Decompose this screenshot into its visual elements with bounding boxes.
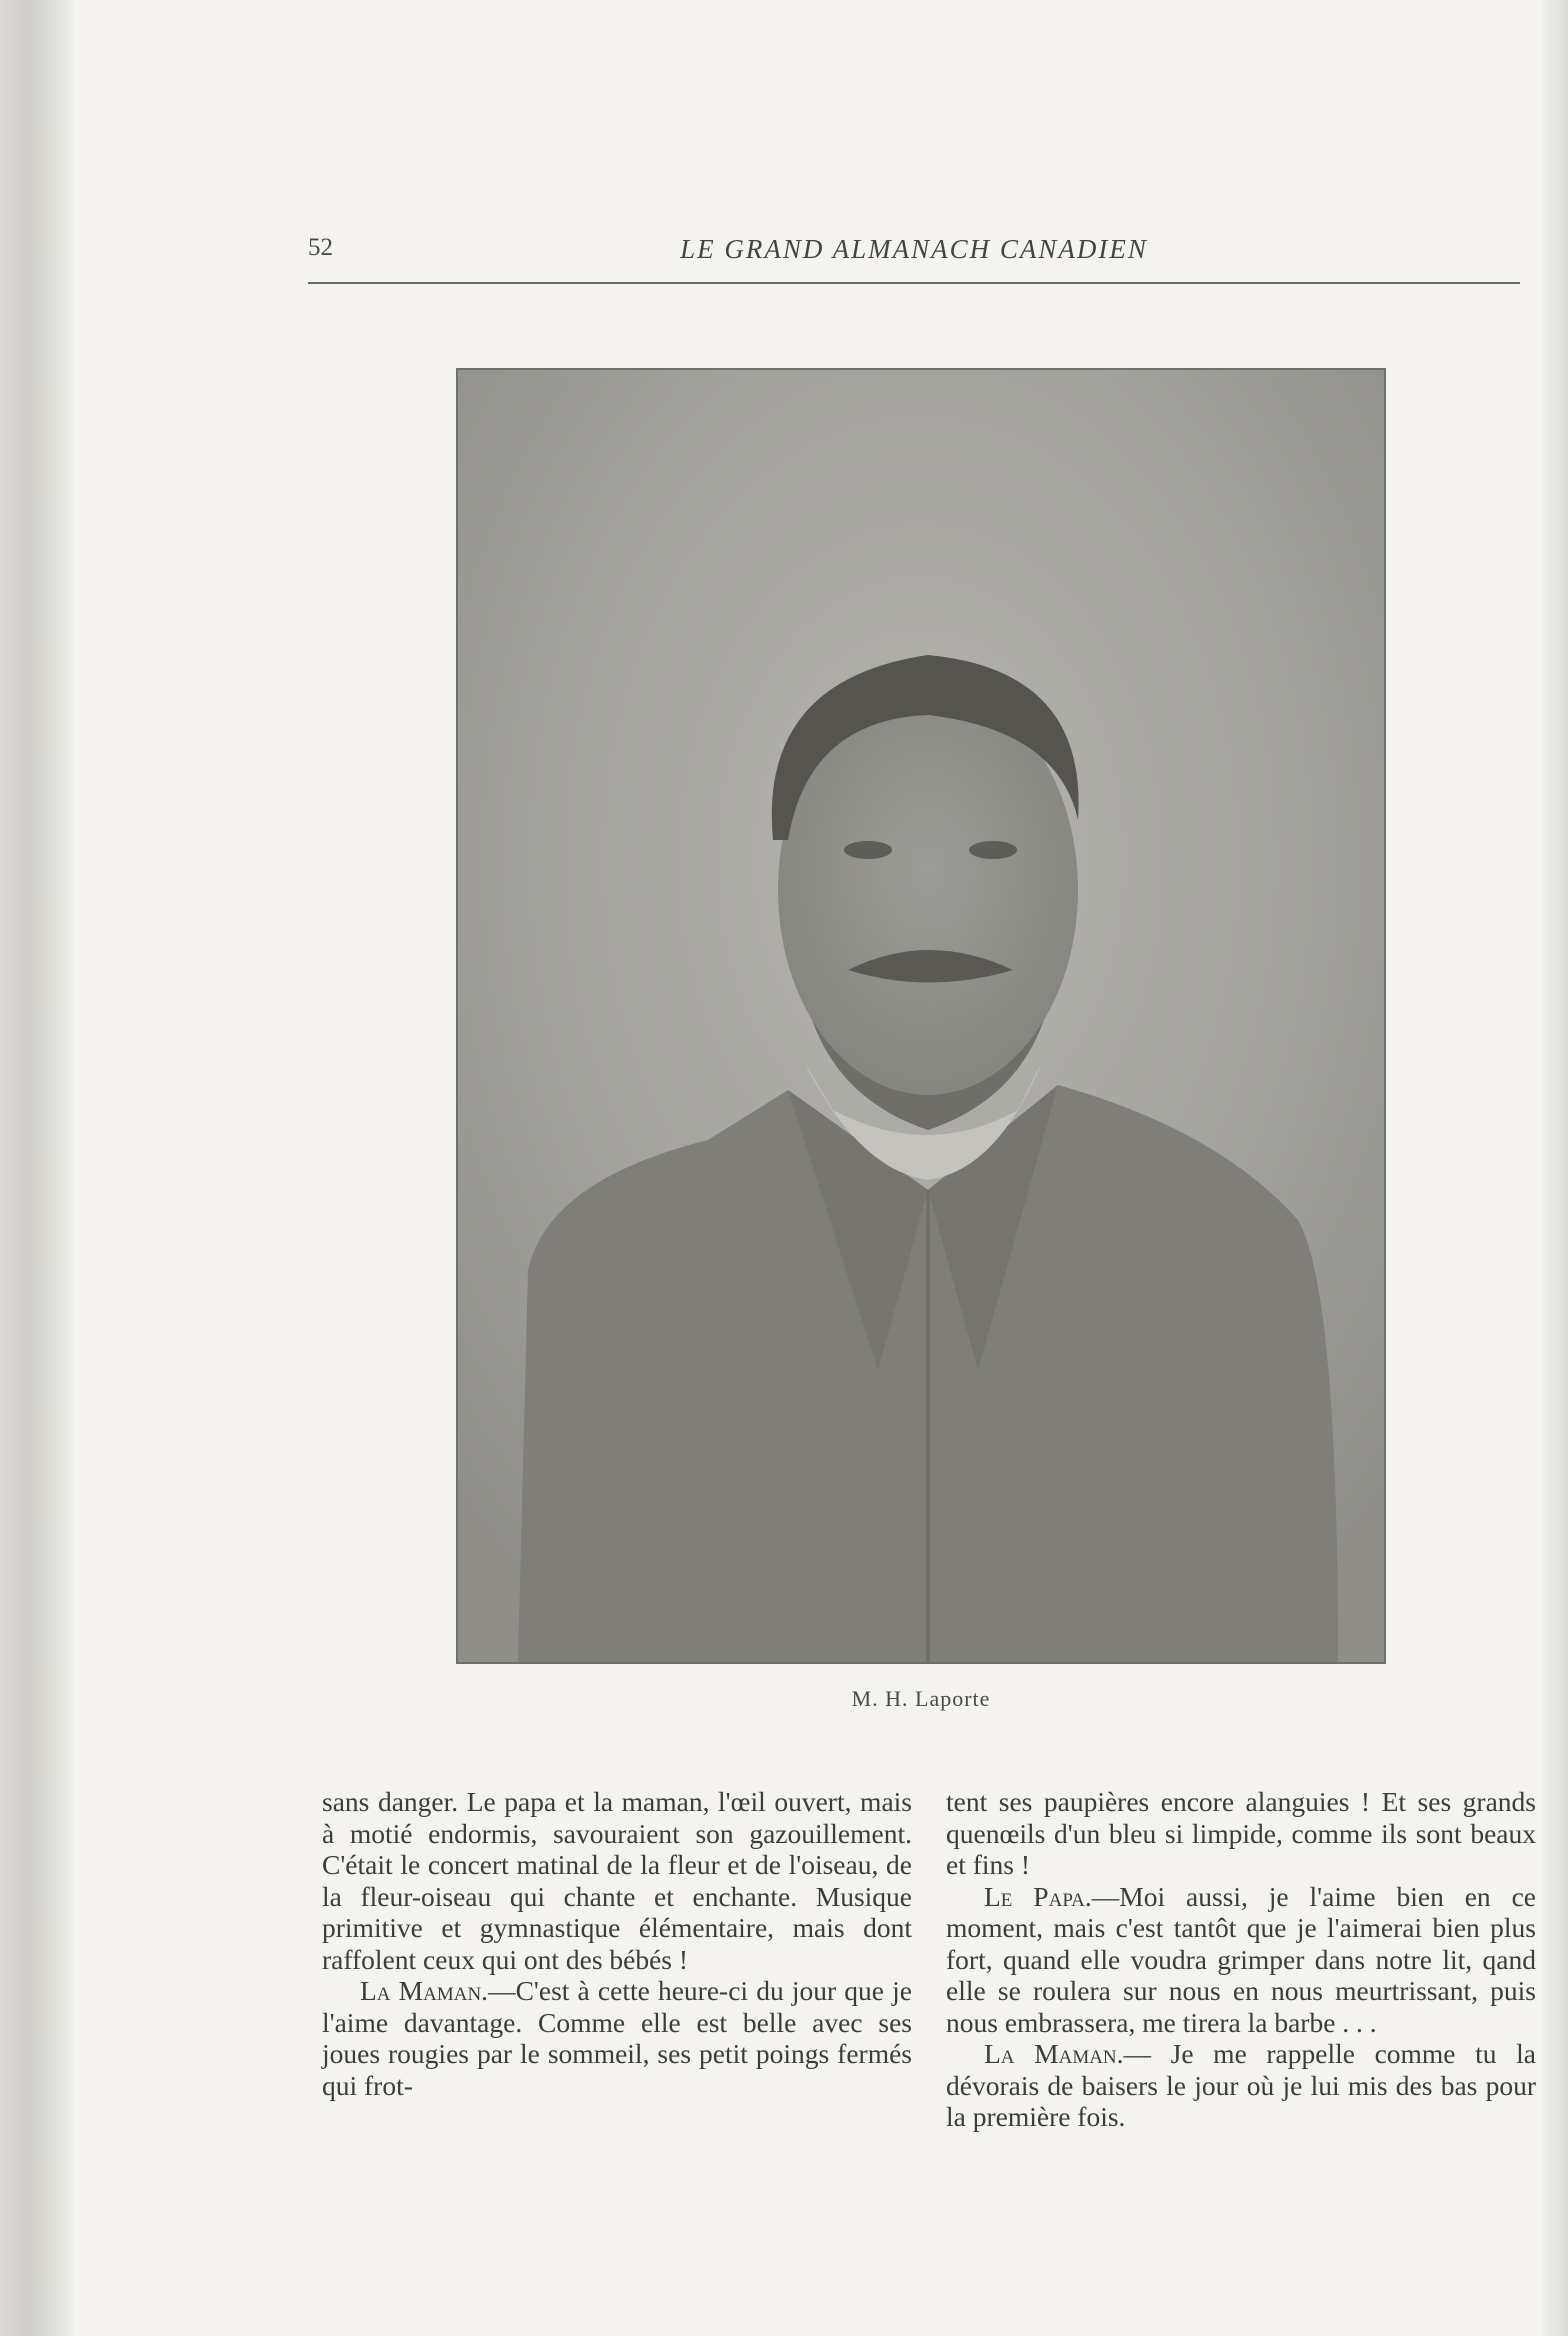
speaker-name: La Maman. xyxy=(360,1975,489,2006)
page-header xyxy=(308,234,1520,284)
paragraph: tent ses paupières encore alanguies ! Et ses grands quenœils d'un bleu si limpide, comme ils sont beaux et fins ! xyxy=(946,1786,1536,1880)
portrait-photo xyxy=(456,368,1386,1664)
portrait-illustration xyxy=(458,370,1384,1662)
page-number: 52 xyxy=(308,234,333,261)
text-column-left xyxy=(322,1786,912,2101)
paragraph xyxy=(322,1975,912,2101)
speech-text: — Je me rappelle comme tu la dévorais de baisers le jour où je lui mis des bas pour la première fois. xyxy=(946,2038,1536,2132)
page-edge-right xyxy=(1542,0,1568,2336)
paragraph: sans danger. Le papa et la maman, l'œil ouvert, mais à motié endormis, savouraient son gazouillement. C'était le concert matinal de la fleur et de l'oiseau, de la fleur-oiseau qui chante et enchante. Musique primitive et gymnastique élémentaire, mais dont raffolent ceux qui ont des bébés ! xyxy=(322,1786,912,1975)
figure-caption: M. H. Laporte xyxy=(851,1686,991,1711)
speaker-name: Le Papa. xyxy=(984,1880,1092,1912)
running-title: LE GRAND ALMANACH CANADIEN xyxy=(680,234,1148,264)
paragraph xyxy=(946,2038,1536,2133)
speech-text: —C'est à cette heure-ci du jour que je l'aime davantage. Comme elle est belle avec ses joues rougies par le sommeil, ses petit poings fermés qui frot- xyxy=(322,1975,913,2101)
header-rule xyxy=(308,282,1520,284)
speaker-name: La Maman. xyxy=(984,2038,1124,2069)
paragraph xyxy=(946,1881,1536,2039)
text-column-right xyxy=(946,1786,1536,2133)
speech-text: —Moi aussi, je l'aime bien en ce moment, mais c'est tantôt que je l'aimerai bien plus fort, quand elle voudra grimper dans notre lit, qand elle se roulera sur nous en nous meurtrissant, puis nous embrassera, me tirera la barbe . . . xyxy=(946,1880,1536,2038)
page-edge-left xyxy=(0,0,74,2336)
